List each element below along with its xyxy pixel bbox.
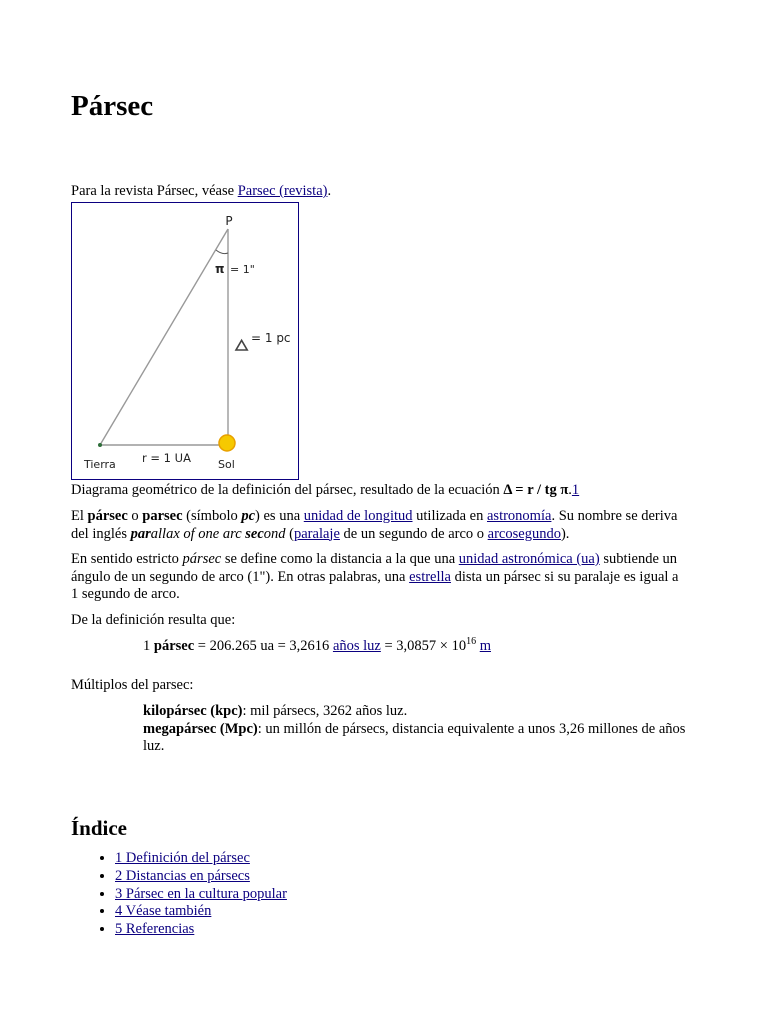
toc-link-vease-tambien[interactable]: 4 Véase también <box>115 903 212 920</box>
strict-definition-paragraph <box>71 551 689 604</box>
reference-link[interactable]: 1 <box>571 482 580 498</box>
multiple-item <box>143 703 689 721</box>
term-parsec: pársec <box>87 508 128 524</box>
label-p: P <box>225 214 233 228</box>
earth-dot <box>98 443 102 447</box>
intro-text: ). <box>560 525 570 542</box>
strict-text: En sentido estricto <box>71 551 183 567</box>
page-title: Pársec <box>71 90 154 122</box>
multiple-item <box>143 721 689 756</box>
multiples-list <box>143 703 689 756</box>
parsec-formula <box>143 638 491 656</box>
strict-text: subtiende un ángulo de un segundo de arco (1"). En otras palabras, una <box>71 551 678 585</box>
label-base: r = 1 UA <box>142 451 191 465</box>
sun-circle <box>219 435 235 451</box>
intro-text: El <box>71 508 88 524</box>
hatnote <box>71 183 331 201</box>
toc-item <box>115 850 287 868</box>
term-parsec-italic: pársec <box>182 551 222 567</box>
arcosegundo-link[interactable]: arcosegundo <box>487 525 561 542</box>
toc-link-referencias[interactable]: 5 Referencias <box>115 921 195 938</box>
hypotenuse-line <box>100 229 228 445</box>
caption-equation: Δ = r / tg π <box>503 482 569 498</box>
formula-text: 1 <box>143 638 154 654</box>
formula-term: pársec <box>153 638 195 654</box>
term-parsec-alt: parsec <box>142 508 183 524</box>
parsec-revista-link[interactable]: Parsec (revista) <box>237 183 328 199</box>
multiple-term: kilopársec (kpc) <box>143 703 243 719</box>
astronomia-link[interactable]: astronomía <box>487 508 552 524</box>
label-pi: π <box>215 262 225 276</box>
intro-text: de un segundo de arco o <box>339 525 488 542</box>
toc-item <box>115 868 287 886</box>
etymology-sec: sec <box>245 525 264 542</box>
label-pi-value: = 1" <box>230 263 255 276</box>
caption-text: Diagrama geométrico de la definición del pársec, resultado de la ecuación <box>71 482 504 498</box>
intro-paragraph <box>71 508 689 543</box>
strict-text: dista un pársec si su paralaje es igual a 1 segundo de arco. <box>71 568 679 602</box>
figure-caption <box>71 482 691 500</box>
unidad-astronomica-link[interactable]: unidad astronómica (ua) <box>458 551 600 567</box>
angle-arc <box>216 250 228 254</box>
toc-item <box>115 921 287 939</box>
intro-text: ) es una <box>255 508 304 524</box>
etymology-allax: allax of one arc <box>150 525 246 542</box>
metro-link[interactable]: m <box>479 638 491 654</box>
estrella-link[interactable]: estrella <box>409 568 451 585</box>
etymology-ond: ond <box>263 525 286 542</box>
delta-triangle-icon <box>236 340 247 350</box>
symbol-pc: pc <box>241 508 256 524</box>
toc-link-cultura-popular[interactable]: 3 Pársec en la cultura popular <box>115 885 287 902</box>
anos-luz-link[interactable]: años luz <box>332 638 381 654</box>
multiple-term: megapársec (Mpc) <box>143 720 258 737</box>
parsec-diagram[interactable] <box>71 202 299 480</box>
formula-text: = 206.265 ua = 3,2616 <box>194 638 333 654</box>
intro-text: ( <box>285 525 294 542</box>
toc-heading: Índice <box>71 816 128 840</box>
intro-text: . Su nombre se deriva del inglés <box>71 508 678 542</box>
label-earth: Tierra <box>84 458 116 471</box>
intro-text: o <box>127 508 143 524</box>
toc-link-definicion[interactable]: 1 Definición del pársec <box>115 850 250 866</box>
parsec-diagram-svg <box>72 203 298 479</box>
multiple-desc: : un millón de pársecs, distancia equivalente a unos 3,26 millones de años luz. <box>143 720 686 754</box>
multiple-desc: : mil pársecs, 3262 años luz. <box>242 703 408 719</box>
definition-lead: De la definición resulta que: <box>71 612 236 628</box>
formula-exponent: 16 <box>466 636 477 647</box>
caption-period: . <box>568 482 572 498</box>
intro-text: (símbolo <box>182 508 242 524</box>
etymology-par: par <box>130 525 151 542</box>
hatnote-period: . <box>327 183 332 199</box>
multiples-intro: Múltiplos del parsec: <box>71 677 194 693</box>
paralaje-link[interactable]: paralaje <box>294 525 340 542</box>
label-sun: Sol <box>218 458 235 471</box>
toc-item <box>115 886 287 904</box>
table-of-contents <box>71 850 287 939</box>
strict-text: se define como la distancia a la que una <box>221 551 459 567</box>
toc-link-distancias[interactable]: 2 Distancias en pársecs <box>115 867 250 884</box>
unidad-de-longitud-link[interactable]: unidad de longitud <box>303 508 413 524</box>
label-delta-value: = 1 pc <box>251 331 291 345</box>
formula-text: = 3,0857 × 10 <box>380 638 467 654</box>
hatnote-text: Para la revista Pársec, véase <box>71 183 238 199</box>
intro-text: utilizada en <box>412 508 487 524</box>
toc-item <box>115 903 287 921</box>
